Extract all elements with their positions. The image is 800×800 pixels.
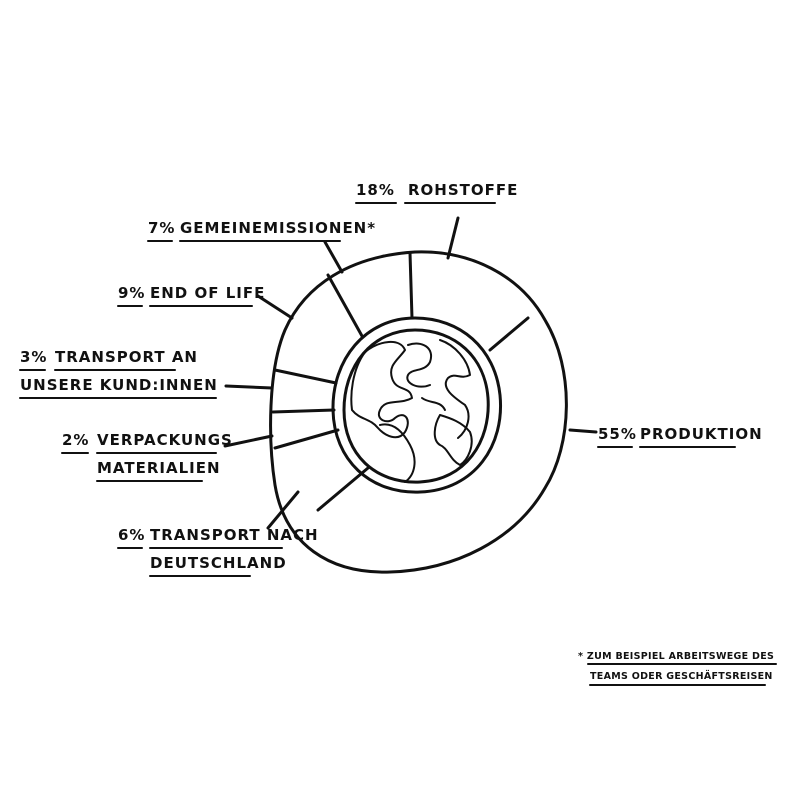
text-transport-an-line2: UNSERE KUND:INNEN [20,376,218,394]
text-gemein: GEMEINEMISSIONEN* [180,219,377,237]
leader-line-produktion [570,430,596,432]
pct-verpackung: 2% [62,431,90,449]
leader-line-gemein [325,242,342,272]
label-transport-nach [118,526,319,576]
pct-produktion: 55% [598,425,637,443]
footnote-line1: * ZUM BEISPIEL ARBEITSWEGE DES [578,651,775,662]
label-gemeinemissionen [148,219,376,241]
slice-divider-gemein-eol [328,275,362,336]
leader-line-transport-nach [268,492,298,528]
slice-divider-transport-an-verpackung [273,410,334,412]
label-produktion [598,425,763,447]
globe-icon [351,340,471,482]
text-rohstoffe: ROHSTOFFE [408,181,519,199]
text-eol: END OF LIFE [150,284,266,302]
pct-transport-an: 3% [20,348,48,366]
label-rohstoffe [356,181,518,203]
footnote-line2: TEAMS ODER GESCHÄFTSREISEN [590,671,773,682]
text-transport-nach-line2: DEUTSCHLAND [150,554,287,572]
text-produktion: PRODUKTION [640,425,763,443]
slice-divider-transport-nach-produktion [318,468,368,510]
pct-gemein: 7% [148,219,176,237]
pct-transport-nach: 6% [118,526,146,544]
text-verpackung-line1: VERPACKUNGS [97,431,233,449]
label-transport-an [20,348,218,398]
label-end-of-life [118,284,265,306]
text-transport-an-line1: TRANSPORT AN [55,348,198,366]
leader-line-rohstoffe [448,218,458,258]
label-verpackung [62,431,233,481]
pct-eol: 9% [118,284,146,302]
pct-rohstoffe: 18% [356,181,395,199]
slice-divider-eol-transport-an [275,370,336,383]
slice-divider-verpackung-transport-nach [275,430,338,448]
text-transport-nach-line1: TRANSPORT NACH [150,526,319,544]
slice-divider-rohstoffe-gemein [410,253,412,318]
leader-line-transport-an [226,386,272,388]
text-verpackung-line2: MATERIALIEN [97,459,221,477]
footnote [578,651,776,685]
slice-divider-produktion-rohstoffe [490,318,528,350]
